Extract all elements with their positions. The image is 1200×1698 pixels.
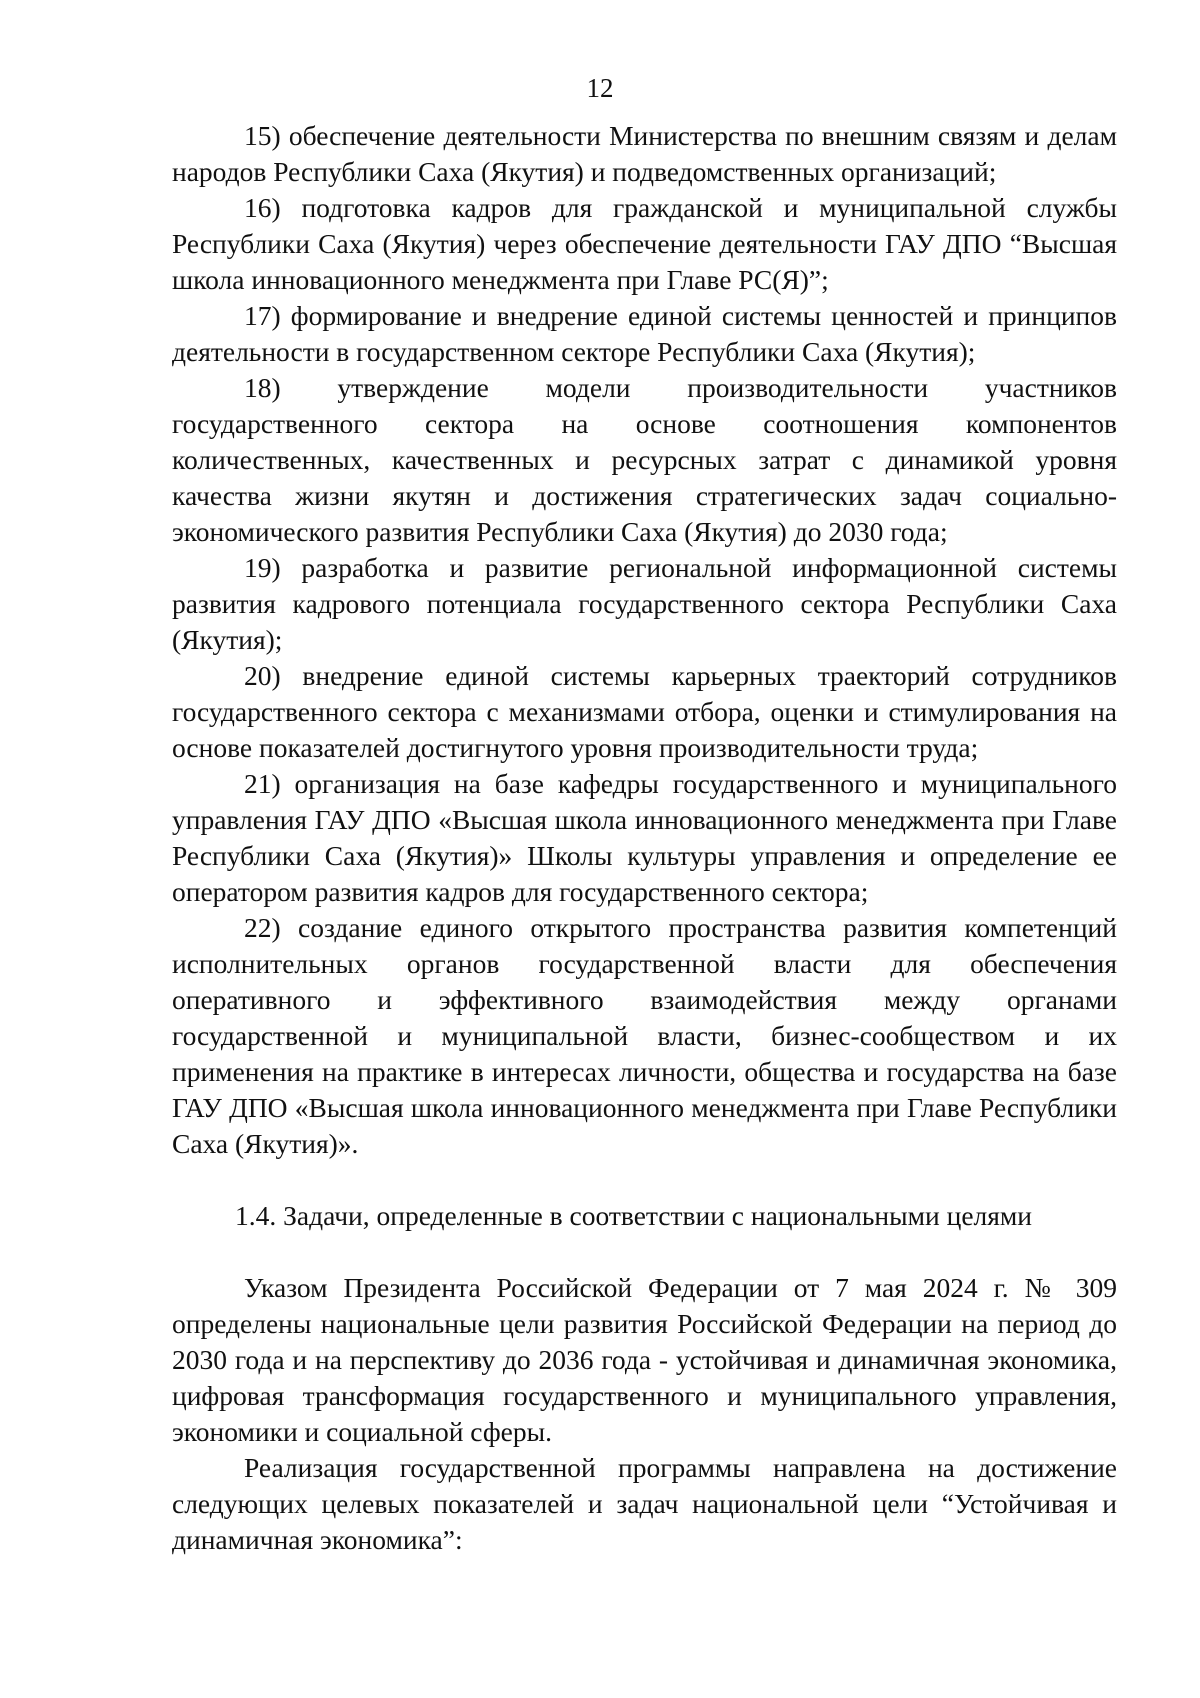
- section-paragraph-program: Реализация государственной программы направлена на достижение следующих целевых показателей и задач национальной цели “Устойчивая и динамичная экономика”:: [172, 1452, 1117, 1555]
- list-item-17: 17) формирование и внедрение единой системы ценностей и принципов деятельности в государственном секторе Республики Саха (Якутия);: [172, 300, 1117, 367]
- page-number: 12: [586, 73, 614, 103]
- list-item-20: 20) внедрение единой системы карьерных траекторий сотрудников государственного сектора с механизмами отбора, оценки и стимулирования на основе показателей достигнутого уровня производительности труда;: [172, 660, 1117, 763]
- section-paragraph-decree: Указом Президента Российской Федерации от 7 мая 2024 г. № 309 определены национальные цели развития Российской Федерации на период до 2030 года и на перспективу до 2036 года - устойчивая и динамичная экономика, цифровая трансформация государственного и муниципального управления, экономики и социальной сферы.: [172, 1272, 1117, 1447]
- list-item-21: 21) организация на базе кафедры государственного и муниципального управления ГАУ ДПО «Высшая школа инновационного менеджмента при Главе Республики Саха (Якутия)» Школы культуры управления и определение ее оператором развития кадров для государственного сектора;: [172, 768, 1117, 907]
- list-item-16: 16) подготовка кадров для гражданской и муниципальной службы Республики Саха (Якутия) через обеспечение деятельности ГАУ ДПО “Высшая школа инновационного менеджмента при Главе РС(Я)”;: [172, 192, 1117, 295]
- list-item-15: 15) обеспечение деятельности Министерства по внешним связям и делам народов Республики Саха (Якутия) и подведомственных организаций;: [172, 120, 1117, 187]
- list-item-18: 18) утверждение модели производительности участников государственного сектора на основе соотношения компонентов количественных, качественных и ресурсных затрат с динамикой уровня качества жизни якутян и достижения стратегических задач социально-экономического развития Республики Саха (Якутия) до 2030 года;: [172, 372, 1117, 547]
- list-item-19: 19) разработка и развитие региональной информационной системы развития кадрового потенциала государственного сектора Республики Саха (Якутия);: [172, 552, 1117, 655]
- section-heading: 1.4. Задачи, определенные в соответствии с национальными целями: [235, 1200, 1033, 1231]
- document-body: [172, 118, 1117, 1558]
- list-item-22: 22) создание единого открытого пространства развития компетенций исполнительных органов государственной власти для обеспечения оперативного и эффективного взаимодействия между органами государственной и муниципальной власти, бизнес-сообществом и их применения на практике в интересах личности, общества и государства на базе ГАУ ДПО «Высшая школа инновационного менеджмента при Главе Республики Саха (Якутия)».: [172, 912, 1117, 1159]
